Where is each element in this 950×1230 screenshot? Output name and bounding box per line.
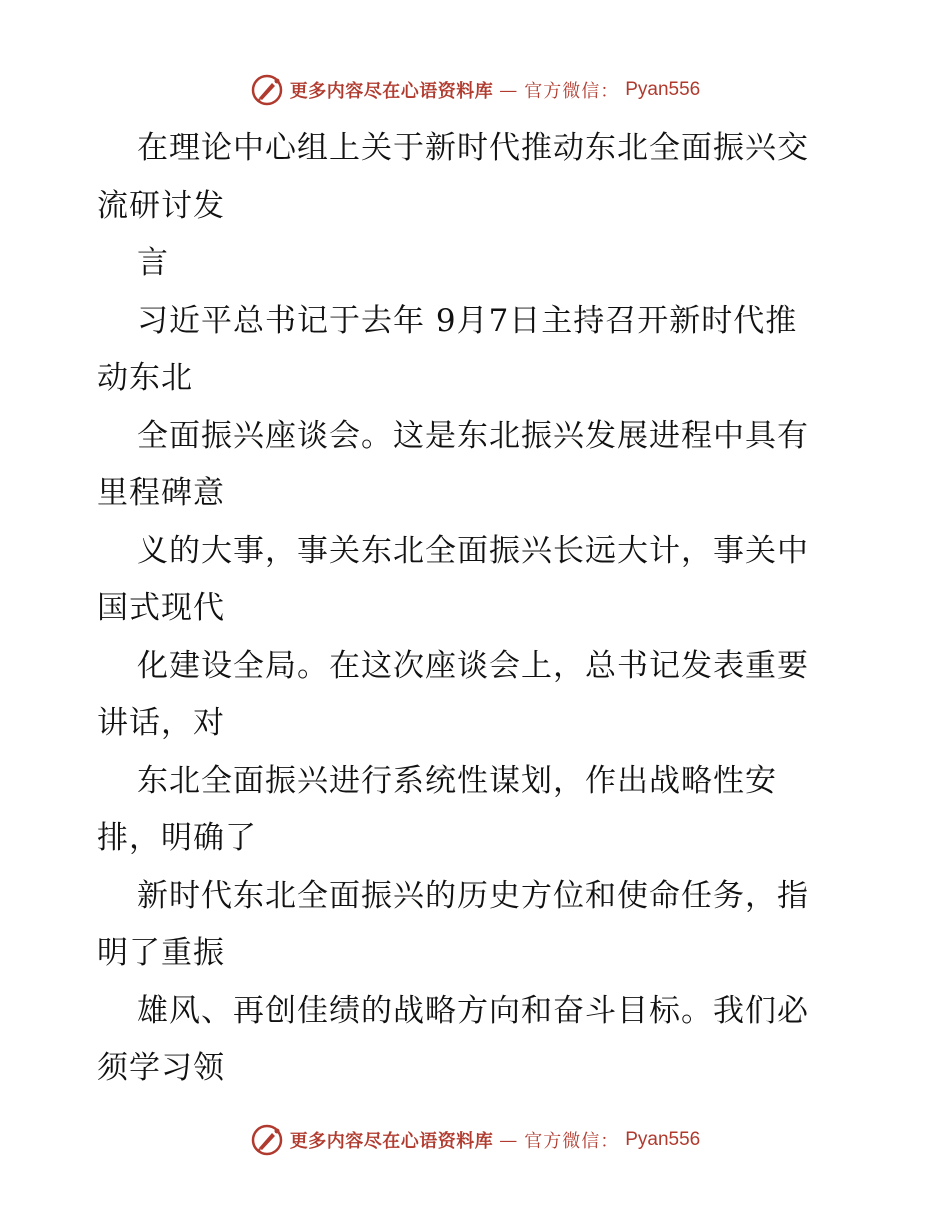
banner-title: 更多内容尽在心语资料库 — [289, 81, 494, 102]
text-line: 国式现代 — [97, 590, 225, 626]
banner-title: 更多内容尽在心语资料库 — [289, 1131, 494, 1152]
text-line: 动东北 — [97, 360, 193, 396]
text-line: 习近平总书记于去年 9月7日主持召开新时代推 — [137, 302, 798, 339]
text-line: 新时代东北全面振兴的历史方位和使命任务，指 — [137, 877, 809, 914]
text-line: 里程碑意 — [97, 475, 225, 511]
text-line: 化建设全局。在这次座谈会上，总书记发表重要 — [137, 647, 809, 684]
footer-banner — [0, 1120, 950, 1160]
banner-dash: — — [499, 79, 519, 101]
text-line: 义的大事，事关东北全面振兴长远大计，事关中 — [137, 532, 809, 569]
text-line: 流研讨发 — [97, 187, 225, 224]
pen-logo-icon — [250, 1123, 284, 1157]
banner-wechat-label: 官方微信： — [524, 1131, 620, 1152]
text-line: 东北全面振兴进行系统性谋划，作出战略性安 — [137, 762, 777, 799]
text-line: 讲话，对 — [97, 705, 225, 741]
text-line: 言 — [137, 245, 169, 281]
banner-wechat-id: Pyan556 — [625, 79, 701, 100]
text-line: 明了重振 — [97, 935, 225, 971]
header-banner — [0, 70, 950, 110]
banner-dash: — — [499, 1129, 519, 1151]
document-body — [97, 120, 877, 1098]
text-line: 排，明确了 — [97, 820, 257, 856]
banner-wechat-label: 官方微信： — [524, 81, 620, 102]
text-line: 雄风、再创佳绩的战略方向和奋斗目标。我们必 — [137, 992, 809, 1029]
text-line: 在理论中心组上关于新时代推动东北全面振兴交 — [137, 130, 809, 166]
pen-logo-icon — [250, 73, 284, 107]
banner-wechat-id: Pyan556 — [625, 1129, 701, 1150]
text-line: 全面振兴座谈会。这是东北振兴发展进程中具有 — [137, 417, 809, 454]
text-line: 须学习领 — [97, 1050, 225, 1086]
